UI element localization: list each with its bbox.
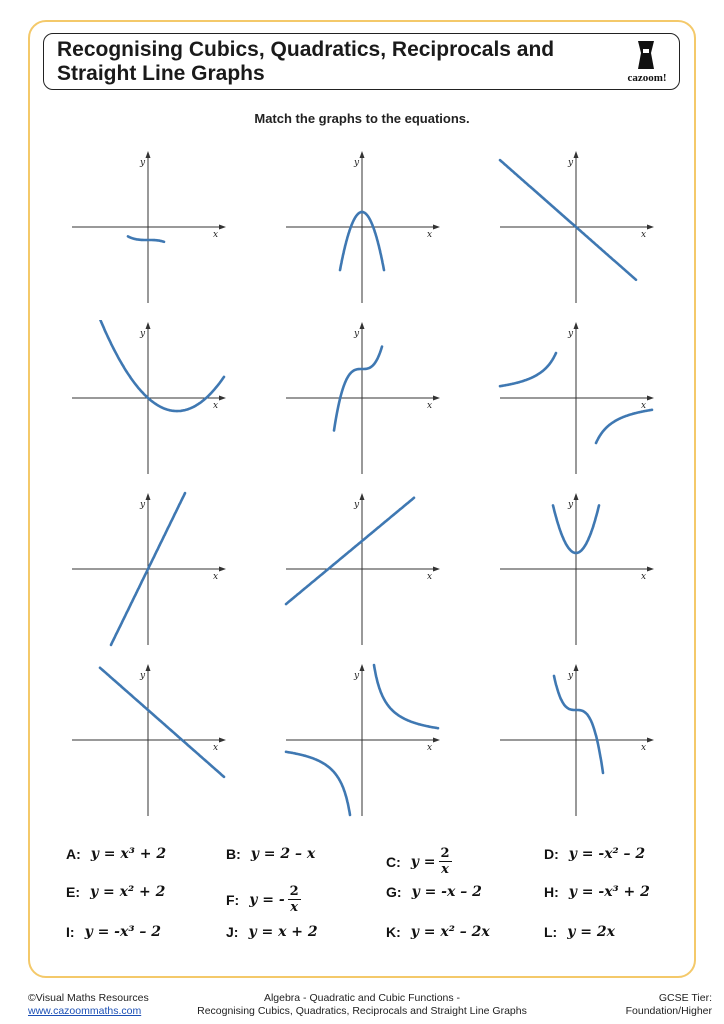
website-link[interactable]: www.cazoommaths.com	[28, 1005, 142, 1017]
equation-9	[66, 924, 161, 940]
footer-right	[626, 992, 712, 1018]
x-axis-label: x	[641, 572, 647, 582]
y-axis-label: y	[140, 158, 146, 168]
logo-text: cazoom!	[627, 72, 667, 84]
y-axis-arrow-icon	[574, 322, 579, 329]
graph-curve	[334, 347, 382, 431]
fraction-numerator: 2	[289, 884, 299, 899]
equation-letter: G:	[386, 884, 402, 900]
x-axis-label: x	[427, 230, 433, 240]
y-axis-label: y	[568, 329, 574, 339]
y-axis-label: y	[140, 329, 146, 339]
equation-letter: B:	[226, 846, 241, 862]
equation-1	[66, 846, 166, 862]
equation-expression: y = -x – 2	[411, 884, 482, 900]
equation-letter: H:	[544, 884, 559, 900]
equation-6	[226, 884, 301, 915]
footer-tier-value: Foundation/Higher	[625, 1005, 712, 1017]
footer-center	[0, 992, 724, 1018]
equation-letter: C:	[386, 853, 401, 870]
y-axis-arrow-icon	[360, 322, 365, 329]
footer-topic: Algebra - Quadratic and Cubic Functions -	[263, 992, 461, 1004]
graph-1	[72, 151, 226, 303]
y-axis-label: y	[354, 671, 360, 681]
graph-8	[286, 493, 440, 645]
y-axis-arrow-icon	[574, 151, 579, 158]
equation-2	[226, 846, 315, 862]
equation-3	[386, 846, 452, 877]
graph-curve	[554, 676, 603, 773]
equation-expression: y = x³ + 2	[90, 846, 167, 862]
graph-curve	[500, 353, 556, 386]
x-axis-arrow-icon	[433, 396, 440, 401]
y-axis-arrow-icon	[574, 664, 579, 671]
y-axis-arrow-icon	[146, 322, 151, 329]
equation-letter: I:	[66, 924, 75, 940]
footer-tier-label: GCSE Tier:	[658, 992, 712, 1004]
x-axis-arrow-icon	[433, 225, 440, 230]
equation-letter: K:	[386, 924, 401, 940]
x-axis-label: x	[641, 743, 647, 753]
fraction-denominator: x	[441, 862, 449, 877]
x-axis-label: x	[641, 230, 647, 240]
graph-curve	[128, 236, 164, 241]
graph-9	[500, 493, 654, 645]
y-axis-label: y	[354, 329, 360, 339]
graph-curve	[500, 160, 636, 280]
x-axis-arrow-icon	[433, 738, 440, 743]
fraction-numerator: 2	[440, 846, 450, 861]
equation-letter: J:	[226, 924, 239, 940]
copyright-text: ©Visual Maths Resources	[28, 992, 149, 1004]
equation-expression: y = -x³ – 2	[84, 924, 161, 940]
equation-expression: y = -	[249, 891, 285, 908]
graph-4	[72, 304, 226, 474]
graph-3	[500, 151, 654, 303]
page-title: Recognising Cubics, Quadratics, Reciprocals and Straight Line Graphs	[57, 38, 555, 85]
graph-10	[72, 664, 226, 816]
graph-12	[500, 664, 654, 816]
y-axis-label: y	[140, 500, 146, 510]
graph-5	[286, 322, 440, 474]
y-axis-arrow-icon	[146, 664, 151, 671]
equation-7	[386, 884, 482, 900]
y-axis-arrow-icon	[360, 151, 365, 158]
x-axis-label: x	[213, 230, 219, 240]
equation-4	[544, 846, 645, 862]
graph-curve	[286, 752, 350, 815]
x-axis-label: x	[641, 401, 647, 411]
y-axis-arrow-icon	[146, 151, 151, 158]
x-axis-arrow-icon	[647, 738, 654, 743]
equation-letter: E:	[66, 884, 80, 900]
x-axis-arrow-icon	[219, 738, 226, 743]
equation-letter: F:	[226, 891, 240, 908]
graph-curve	[374, 665, 438, 728]
equation-11	[386, 924, 490, 940]
equation-10	[226, 924, 318, 940]
x-axis-arrow-icon	[219, 225, 226, 230]
equation-expression: y = x² + 2	[90, 884, 166, 900]
x-axis-label: x	[213, 572, 219, 582]
graph-curve	[94, 304, 224, 411]
x-axis-arrow-icon	[647, 225, 654, 230]
y-axis-label: y	[568, 671, 574, 681]
equation-8	[544, 884, 650, 900]
equation-expression: y =	[410, 853, 436, 870]
x-axis-label: x	[213, 401, 219, 411]
instruction-text: Match the graphs to the equations.	[254, 111, 470, 126]
x-axis-label: x	[427, 743, 433, 753]
equation-12	[544, 924, 615, 940]
graph-7	[72, 493, 226, 645]
equation-fraction	[288, 884, 301, 915]
equation-5	[66, 884, 165, 900]
y-axis-arrow-icon	[574, 493, 579, 500]
equation-list	[66, 838, 666, 948]
y-axis-label: y	[568, 500, 574, 510]
graph-curve	[286, 498, 414, 604]
y-axis-label: y	[568, 158, 574, 168]
equation-fraction	[439, 846, 452, 877]
equation-expression: y = x² – 2x	[410, 924, 490, 940]
equation-expression: y = 2 – x	[250, 846, 316, 862]
equation-letter: D:	[544, 846, 559, 862]
y-axis-arrow-icon	[360, 664, 365, 671]
y-axis-label: y	[354, 158, 360, 168]
x-axis-arrow-icon	[433, 567, 440, 572]
graph-11	[286, 664, 440, 816]
footer-subtitle: Recognising Cubics, Quadratics, Reciprocals and Straight Line Graphs	[197, 1005, 527, 1017]
x-axis-label: x	[213, 743, 219, 753]
equation-letter: A:	[66, 846, 81, 862]
y-axis-label: y	[354, 500, 360, 510]
equation-expression: y = x + 2	[248, 924, 318, 940]
graph-6	[500, 322, 654, 474]
equation-expression: y = -x³ + 2	[568, 884, 650, 900]
equation-expression: y = 2x	[567, 924, 615, 940]
x-axis-arrow-icon	[219, 567, 226, 572]
y-axis-arrow-icon	[360, 493, 365, 500]
x-axis-label: x	[427, 401, 433, 411]
graph-2	[286, 151, 440, 303]
equation-letter: L:	[544, 924, 558, 940]
fraction-denominator: x	[290, 900, 299, 915]
x-axis-arrow-icon	[647, 396, 654, 401]
equation-expression: y = -x² – 2	[568, 846, 646, 862]
graph-curve	[596, 410, 652, 443]
x-axis-arrow-icon	[647, 567, 654, 572]
y-axis-arrow-icon	[146, 493, 151, 500]
x-axis-label: x	[427, 572, 433, 582]
x-axis-arrow-icon	[219, 396, 226, 401]
y-axis-label: y	[140, 671, 146, 681]
graph-curve	[100, 668, 224, 777]
